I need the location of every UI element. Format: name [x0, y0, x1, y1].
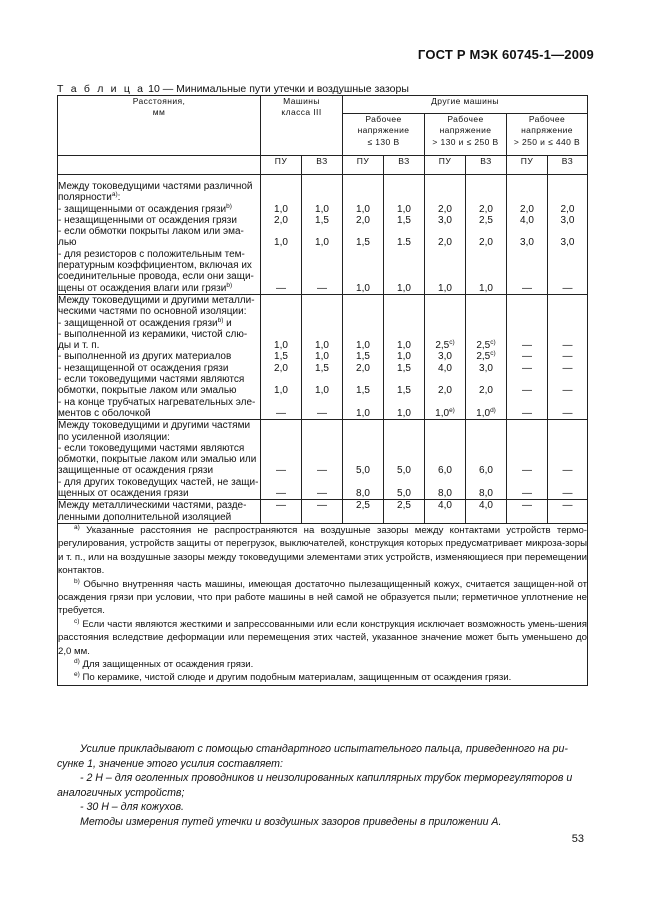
note-d: $^{d)}$ Для защищенных от осаждения грязи. [74, 657, 254, 670]
table-row [58, 175, 588, 295]
voltage-440-header: Рабочее напряжение > 250 и ≤ 440 В [507, 114, 588, 156]
row-description: Между токоведущими частями различной полярности$^{a)}$: - защищенными от осаждения грязи$^{b)}$ - незащищенными от осаждения грязи - если обмотки покрыты лаком или эма- лью - для резисторов с положительным тем- пературным коэффициентом, включая их соединительные провода, если они защи- щены от осаждения влаги или грязи$^{b)}$ [58, 175, 261, 295]
pu-header: ПУ [425, 156, 466, 175]
value-cell: 1,0 1,5 2,0 1,5 1,0 [343, 294, 384, 419]
voltage-250-header: Рабочее напряжение > 130 и ≤ 250 В [425, 114, 507, 156]
value-cell: — — [548, 420, 588, 500]
class3-header: Машины класса III [261, 96, 343, 156]
vz-header: ВЗ [302, 156, 343, 175]
value-cell: 6,0 8,0 [425, 420, 466, 500]
value-cell: 2,5$^{c)}$ 3,0 4,0 2,0 1,0$^{e)}$ [425, 294, 466, 419]
page-number: 53 [571, 833, 584, 845]
pu-header: ПУ [261, 156, 302, 175]
value-cell: 2,0 3,0 3,0 — [548, 175, 588, 295]
body-paragraph: Методы измерения путей утечки и воздушных зазоров приведены в приложении А. [80, 815, 502, 828]
value-cell: 1,0 1,5 1.5 1,0 [384, 175, 425, 295]
vz-header: ВЗ [384, 156, 425, 175]
value-cell: 1,0 2,0 1,0 — [261, 175, 302, 295]
value-cell: 2,5$^{c)}$ 2,5$^{c)}$ 3,0 2,0 1,0$^{d)}$ [466, 294, 507, 419]
voltage-130-header: Рабочее напряжение ≤ 130 В [343, 114, 425, 156]
value-cell: — [548, 500, 588, 524]
value-cell: — — [261, 420, 302, 500]
value-cell: 4,0 [466, 500, 507, 524]
value-cell: — — [507, 420, 548, 500]
value-cell: — [302, 500, 343, 524]
creepage-table [57, 95, 588, 686]
value-cell: 2,5 [343, 500, 384, 524]
table-caption [57, 83, 409, 95]
row-description: Между металлическими частями, разде- ленными дополнительной изоляцией [58, 500, 261, 524]
value-cell: — [507, 500, 548, 524]
row-description: Между токоведущими и другими металли- ческими частями по основной изоляции: - защищенной от осаждения грязи$^{b)}$ и - выполненной из керамики, чистой слю- ды и т. п. - выполненной из других материалов - незащищенной от осаждения грязи - если токоведущими частями являются обмотки, покрытые лаком или эмалью - на конце трубчатых нагревательных эле- ментов с оболочкой [58, 294, 261, 419]
value-cell: 4,0 [425, 500, 466, 524]
value-cell: 1,0 1,5 2,0 1,0 — [261, 294, 302, 419]
value-cell: 1,0 1,0 1,5 1,5 1,0 [384, 294, 425, 419]
value-cell: 2,0 3,0 2,0 1,0 [425, 175, 466, 295]
caption-prefix: Т а б л и ц а [57, 83, 146, 95]
value-cell: — [261, 500, 302, 524]
note-b: $^{b)}$ Обычно внутренняя часть машины, имеющая достаточно пылезащищенный кожух, считается защищен-ной от осаждения грязи при условии, что при работе машины в ней самой не образуется пыли; герметичное уплотнение не требуется. [58, 577, 588, 617]
value-cell: 5,0 5,0 [384, 420, 425, 500]
value-cell: 5,0 8,0 [343, 420, 384, 500]
value-cell: 2,5 [384, 500, 425, 524]
distance-header: Расстояния, мм [58, 96, 261, 156]
table-notes [58, 523, 588, 685]
note-a: $^{a)}$ Указанные расстояния не распространяются на воздушные зазоры между контактами устройств термо-регулирования, устройств защиты от перегрузок, выключателей, конструкция которых предусматривает микроза-зоры и т. п., или на воздушные зазоры между токоведущими элементами этих устройств, изменяющиеся при перемещении контактов. [58, 523, 587, 577]
table-row [58, 500, 588, 524]
value-cell: — — [302, 420, 343, 500]
value-cell: 1,0 1,0 1,5 1,0 — [302, 294, 343, 419]
note-e: $^{e)}$ По керамике, чистой слюде и другим подобным материалам, защищенным от осаждения грязи. [74, 671, 512, 684]
blank-subheader [58, 156, 261, 175]
value-cell: — — — — — [548, 294, 588, 419]
body-paragraph: сунке 1, значение этого усилия составляет: [57, 757, 283, 770]
value-cell: 1,0 1,5 1,0 — [302, 175, 343, 295]
vz-header: ВЗ [548, 156, 588, 175]
notes-row [58, 523, 588, 685]
value-cell: 1,0 2,0 1,5 1,0 [343, 175, 384, 295]
row-description: Между токоведущими и другими частями по усиленной изоляции: - если токоведущими частями являются обмотки, покрытые лаком или эмалью или защищенные от осаждения грязи - для других токоведущих частей, не защи- щенных от осаждения грязи [58, 420, 261, 500]
value-cell: 2,0 4,0 3,0 — [507, 175, 548, 295]
body-paragraph: аналогичных устройств; [57, 786, 185, 799]
standard-header: ГОСТ Р МЭК 60745-1—2009 [417, 47, 594, 62]
pu-header: ПУ [343, 156, 384, 175]
value-cell: 6,0 8,0 [466, 420, 507, 500]
vz-header: ВЗ [466, 156, 507, 175]
note-c: $^{c)}$ Если части являются жесткими и запрессованными или если конструкция исключает возможность умень-шения расстояния вследствие деформации или перемещения этих частей, указанное значение может быть уменьшено до 2,0 мм. [58, 617, 587, 657]
value-cell: 2,0 2,5 2,0 1,0 [466, 175, 507, 295]
table-row [58, 420, 588, 500]
table-row [58, 294, 588, 419]
value-cell: — — — — — [507, 294, 548, 419]
other-machines-header: Другие машины [343, 96, 588, 114]
body-paragraph: - 2 Н – для оголенных проводников и неизолированных капиллярных трубок терморегуляторов и [80, 772, 573, 784]
caption-text: 10 — Минимальные пути утечки и воздушные зазоры [148, 83, 409, 95]
body-paragraph: Усилие прикладывают с помощью стандартного испытательного пальца, приведенного на ри- [80, 743, 568, 755]
pu-header: ПУ [507, 156, 548, 175]
body-paragraph: - 30 Н – для кожухов. [80, 801, 184, 813]
body-text [57, 742, 590, 829]
